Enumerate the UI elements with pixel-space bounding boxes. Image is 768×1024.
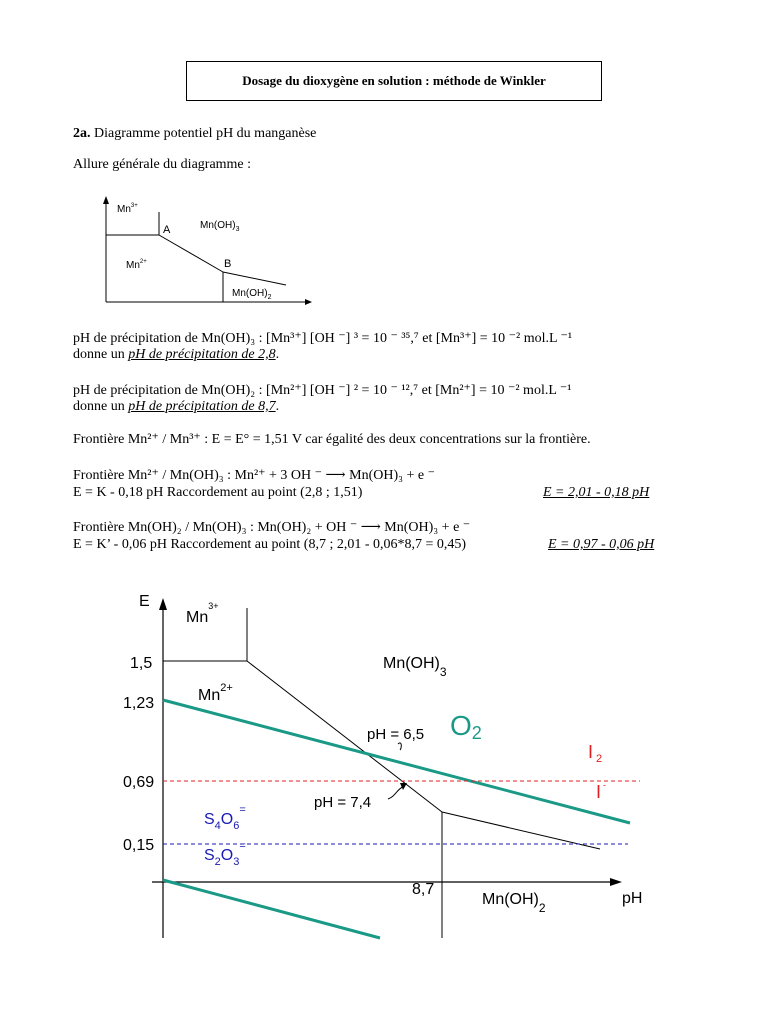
- small-e-arrow: [103, 196, 109, 204]
- result-suffix: .: [275, 399, 280, 414]
- precipitation-mnoh3: pH de précipitation de Mn(OH)₃ : [Mn³⁺] [OH ⁻] ³ = 10 ⁻ ³⁵,⁷ et [Mn³⁺] = 10 ⁻² mol.L ⁻¹: [73, 331, 573, 346]
- result-prefix: donne un: [73, 347, 129, 362]
- small-border-mn2-mnoh3: [159, 235, 223, 272]
- species-iminus: I -: [596, 780, 607, 802]
- small-label-mnoh2: $Mn(OH)_2$: [232, 288, 272, 301]
- water-o2-line: [163, 700, 630, 823]
- species-mn2: $Mn^{2+}$: [198, 682, 233, 704]
- border-mnoh2-mnoh3: [442, 812, 600, 849]
- section-number: 2a.: [73, 126, 91, 141]
- tick-e-15: 1,5: [130, 655, 153, 672]
- small-label-mnoh3: $Mn(OH)_3$: [200, 220, 240, 233]
- species-i2: I $_2$: [588, 742, 603, 765]
- ph-axis-label: pH: [622, 890, 643, 907]
- small-ph-arrow: [305, 299, 312, 305]
- result-suffix: .: [275, 347, 280, 362]
- species-s4o6: $S_4O_6^=$: [204, 804, 246, 832]
- water-h2-line: [163, 880, 380, 938]
- result-prefix: donne un: [73, 399, 129, 414]
- small-label-b: B: [224, 258, 232, 270]
- border-mnoh2-mnoh3-relation: E = K’ - 0,06 pH Raccordement au point (8,7 ; 2,01 - 0,06*8,7 = 0,45): [73, 537, 467, 552]
- border-mn2-mnoh3-equation: Frontière Mn²⁺ / Mn(OH)₃ : Mn²⁺ + 3 OH ⁻ ⟶ Mn(OH)₃ + e ⁻: [73, 468, 435, 483]
- small-diagram: [90, 190, 320, 315]
- small-label-mn3: $Mn^{3+}$: [117, 203, 138, 215]
- species-s2o3: $S_2O_3^=$: [204, 840, 246, 868]
- annotation-ph-65: pH = 6,5: [367, 726, 425, 743]
- potential-ph-diagram: [0, 580, 768, 950]
- small-border-mnoh2-mnoh3: [223, 272, 286, 285]
- annotation-ph-74-arrowhead: [400, 783, 407, 790]
- small-label-mn2: $Mn^{2+}$: [126, 259, 147, 271]
- border-mnoh2-mnoh3-equation: Frontière Mn(OH)₂ / Mn(OH)₃ : Mn(OH)₂ + OH ⁻ ⟶ Mn(OH)₃ + e ⁻: [73, 520, 471, 535]
- ph-axis-arrow: [610, 878, 622, 886]
- annotation-ph-74-pointer: [388, 786, 404, 799]
- border-mn2-mnoh3-result: E = 2,01 - 0,18 pH: [543, 485, 650, 500]
- tick-e-123: 1,23: [123, 695, 155, 712]
- e-axis-label: E: [139, 593, 150, 610]
- annotation-ph-65-pointer: [398, 743, 401, 750]
- section-heading: [73, 126, 316, 142]
- precipitation-mnoh3-result: [73, 347, 279, 363]
- border-mn2-mn3-text: Frontière Mn²⁺ / Mn³⁺ : E = E° = 1,51 V car égalité des deux concentrations sur la frontière.: [73, 432, 591, 447]
- tick-e-015: 0,15: [123, 837, 155, 854]
- section-title: Diagramme potentiel pH du manganèse: [94, 126, 317, 141]
- small-label-a: A: [163, 224, 171, 236]
- intro-text: Allure générale du diagramme :: [73, 157, 252, 172]
- species-mn3: $Mn^{3+}$: [186, 601, 219, 626]
- result-emphasis: pH de précipitation de 2,8: [128, 347, 276, 362]
- page-title: Dosage du dioxygène en solution : méthode de Winkler: [186, 61, 602, 101]
- annotation-ph-74: pH = 7,4: [314, 794, 372, 811]
- result-emphasis: pH de précipitation de 8,7: [128, 399, 276, 414]
- species-o2: O2: [450, 710, 482, 743]
- precipitation-mnoh2-result: [73, 399, 279, 415]
- e-axis-arrow: [159, 598, 167, 610]
- tick-e-069: 0,69: [123, 774, 155, 791]
- tick-ph-87: 8,7: [412, 881, 435, 898]
- species-mnoh2: $Mn(OH)_2$: [482, 891, 546, 915]
- species-mnoh3: $Mn(OH)_3$: [383, 655, 447, 679]
- precipitation-mnoh2: pH de précipitation de Mn(OH)₂ : [Mn²⁺] [OH ⁻] ² = 10 ⁻ ¹²,⁷ et [Mn²⁺] = 10 ⁻² mol.L ⁻¹: [73, 383, 572, 398]
- border-mn2-mnoh3-relation: E = K - 0,18 pH Raccordement au point (2,8 ; 1,51): [73, 485, 363, 500]
- border-mnoh2-mnoh3-result: E = 0,97 - 0,06 pH: [548, 537, 655, 552]
